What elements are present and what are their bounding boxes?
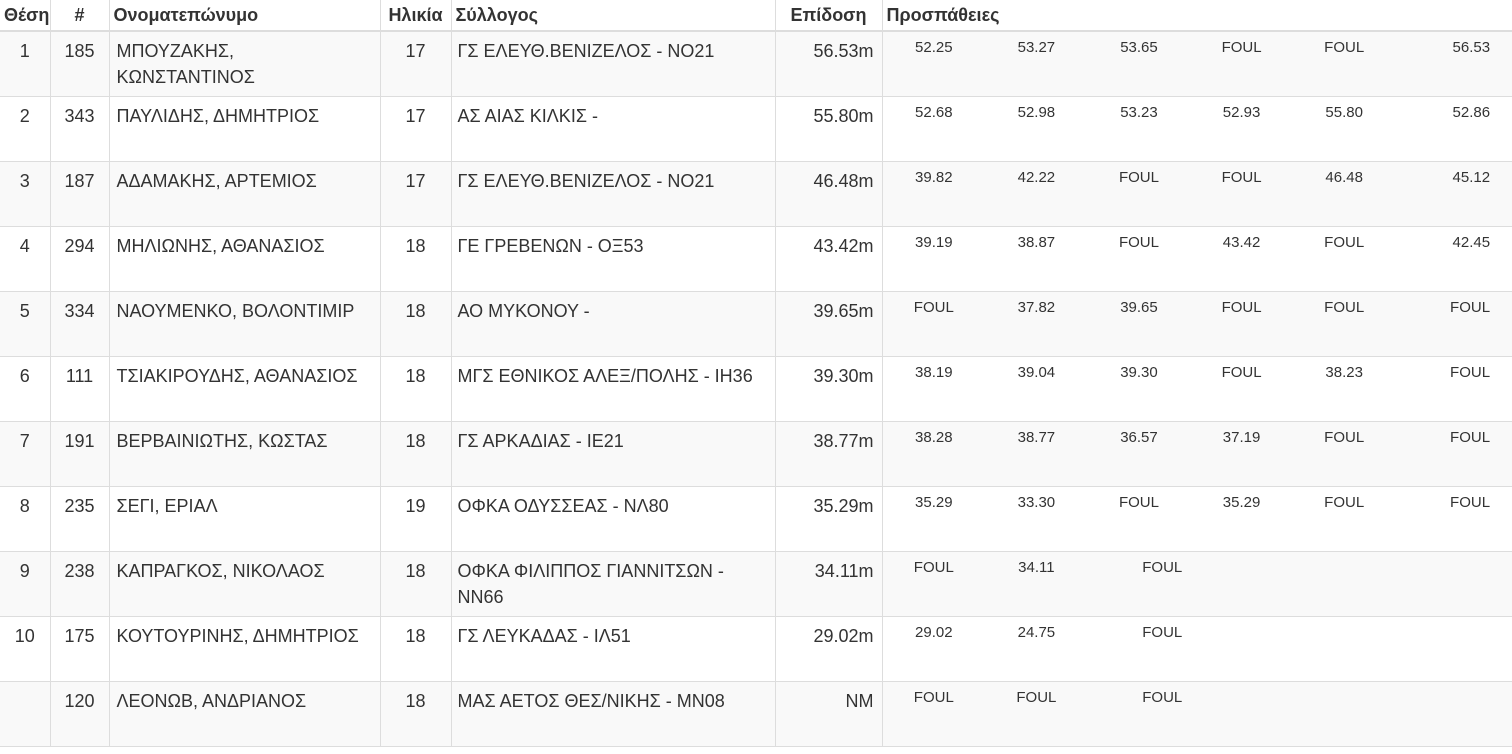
attempts-list xyxy=(883,559,1512,577)
club-cell: ΟΦΚΑ ΟΔΥΣΣΕΑΣ - ΝΛ80 xyxy=(451,486,775,551)
table-row[interactable] xyxy=(0,486,1512,551)
attempt-value: 38.19 xyxy=(915,363,953,381)
attempt-value: 42.45 xyxy=(1452,233,1491,251)
bib-cell: 185 xyxy=(50,31,109,96)
attempt-value: FOUL xyxy=(1118,493,1159,511)
club-cell: ΓΣ ΛΕΥΚΑΔΑΣ - ΙΛ51 xyxy=(451,616,775,681)
attempt-value: FOUL xyxy=(1221,168,1262,186)
table-row[interactable] xyxy=(0,226,1512,291)
attempt-value: FOUL xyxy=(1221,39,1262,56)
attempt-value: FOUL xyxy=(1118,168,1159,186)
attempt-value: FOUL xyxy=(1450,428,1491,446)
attempt-value: FOUL xyxy=(1450,298,1491,316)
mark-cell: 56.53m xyxy=(775,31,882,96)
rank-cell: 2 xyxy=(0,96,50,161)
mark-cell: 39.65m xyxy=(775,291,882,356)
header-club[interactable]: Σύλλογος xyxy=(451,0,775,31)
club-cell: ΜΓΣ ΕΘΝΙΚΟΣ ΑΛΕΞ/ΠΟΛΗΣ - ΙΗ36 xyxy=(451,356,775,421)
attempts-cell xyxy=(882,356,1512,421)
header-bib[interactable]: # xyxy=(50,0,109,31)
athlete-name-cell: ΛΕΟΝΩΒ, ΑΝΔΡΙΑΝΟΣ xyxy=(109,681,380,746)
attempt-value: 38.87 xyxy=(1017,233,1056,251)
attempt-value: 24.75 xyxy=(1017,623,1056,641)
attempt-value: 52.86 xyxy=(1452,103,1491,121)
club-cell: ΓΕ ΓΡΕΒΕΝΩΝ - ΟΞ53 xyxy=(451,226,775,291)
attempt-value: FOUL xyxy=(1450,493,1491,511)
club-cell: ΑΟ ΜΥΚΟΝΟΥ - xyxy=(451,291,775,356)
attempt-value: 38.23 xyxy=(1325,363,1363,381)
attempts-cell xyxy=(882,291,1512,356)
attempt-value: 53.65 xyxy=(1120,39,1158,56)
attempts-list xyxy=(883,299,1512,317)
attempt-value: 29.02 xyxy=(915,623,953,641)
attempt-value: 39.04 xyxy=(1017,363,1056,381)
bib-cell: 235 xyxy=(50,486,109,551)
attempt-value: FOUL xyxy=(1142,688,1183,706)
mark-cell: 46.48m xyxy=(775,161,882,226)
attempt-value: FOUL xyxy=(1016,688,1057,706)
table-row[interactable] xyxy=(0,356,1512,421)
rank-cell: 8 xyxy=(0,486,50,551)
attempt-value: FOUL xyxy=(1221,298,1262,316)
attempt-value: 35.29 xyxy=(1222,493,1261,511)
header-row xyxy=(0,0,1512,31)
attempt-value: 52.98 xyxy=(1017,103,1056,121)
athlete-name-cell: ΜΠΟΥΖΑΚΗΣ, ΚΩΝΣΤΑΝΤΙΝΟΣ xyxy=(109,31,380,96)
bib-cell: 111 xyxy=(50,356,109,421)
table-row[interactable] xyxy=(0,291,1512,356)
athlete-name-cell: ΝΑΟΥΜΕΝΚΟ, ΒΟΛΟΝΤΙΜΙΡ xyxy=(109,291,380,356)
attempt-value: 53.23 xyxy=(1120,103,1158,121)
rank-cell: 4 xyxy=(0,226,50,291)
attempts-list xyxy=(883,39,1512,57)
age-cell: 18 xyxy=(380,226,451,291)
attempt-value: FOUL xyxy=(1118,233,1159,251)
attempts-cell xyxy=(882,161,1512,226)
header-age[interactable]: Ηλικία xyxy=(380,0,451,31)
club-cell: ΑΣ ΑΙΑΣ ΚΙΛΚΙΣ - xyxy=(451,96,775,161)
club-cell: ΜΑΣ ΑΕΤΟΣ ΘΕΣ/ΝΙΚΗΣ - ΜΝ08 xyxy=(451,681,775,746)
mark-cell: 34.11m xyxy=(775,551,882,616)
bib-cell: 175 xyxy=(50,616,109,681)
bib-cell: 238 xyxy=(50,551,109,616)
attempts-list xyxy=(883,169,1512,187)
mark-cell: 38.77m xyxy=(775,421,882,486)
age-cell: 17 xyxy=(380,161,451,226)
attempt-value: 39.82 xyxy=(915,168,953,186)
rank-cell: 5 xyxy=(0,291,50,356)
attempts-list xyxy=(883,429,1512,447)
attempt-value: FOUL xyxy=(913,558,954,576)
header-name[interactable]: Ονοματεπώνυμο xyxy=(109,0,380,31)
club-cell: ΓΣ ΑΡΚΑΔΙΑΣ - ΙΕ21 xyxy=(451,421,775,486)
attempts-cell xyxy=(882,96,1512,161)
attempts-list xyxy=(883,234,1512,252)
attempt-value: FOUL xyxy=(1324,493,1365,511)
attempt-value: 52.68 xyxy=(915,103,953,121)
attempt-value: FOUL xyxy=(913,688,954,706)
attempt-value: FOUL xyxy=(1324,298,1365,316)
attempt-value: FOUL xyxy=(1450,363,1491,381)
attempt-value: 55.80 xyxy=(1325,103,1363,121)
rank-cell xyxy=(0,681,50,746)
club-cell: ΓΣ ΕΛΕΥΘ.ΒΕΝΙΖΕΛΟΣ - ΝΟ21 xyxy=(451,161,775,226)
attempt-value: FOUL xyxy=(1221,363,1262,381)
attempts-list xyxy=(883,104,1512,122)
attempts-cell xyxy=(882,616,1512,681)
header-mark[interactable]: Επίδοση xyxy=(775,0,882,31)
attempts-cell xyxy=(882,31,1512,96)
attempts-list xyxy=(883,364,1512,382)
mark-cell: 35.29m xyxy=(775,486,882,551)
mark-cell: 55.80m xyxy=(775,96,882,161)
rank-cell: 7 xyxy=(0,421,50,486)
attempts-cell xyxy=(882,486,1512,551)
attempt-value: 56.53 xyxy=(1452,39,1491,56)
attempt-value: 39.19 xyxy=(915,233,953,251)
athlete-name-cell: ΜΗΛΙΩΝΗΣ, ΑΘΑΝΑΣΙΟΣ xyxy=(109,226,380,291)
table-row[interactable] xyxy=(0,96,1512,161)
attempt-value: 52.93 xyxy=(1222,103,1261,121)
club-cell: ΟΦΚΑ ΦΙΛΙΠΠΟΣ ΓΙΑΝΝΙΤΣΩΝ - ΝΝ66 xyxy=(451,551,775,616)
rank-cell: 1 xyxy=(0,31,50,96)
attempt-value: 42.22 xyxy=(1017,168,1056,186)
mark-cell: 29.02m xyxy=(775,616,882,681)
age-cell: 18 xyxy=(380,356,451,421)
table-row[interactable] xyxy=(0,681,1512,746)
results-body xyxy=(0,31,1512,746)
attempt-value: 37.82 xyxy=(1017,298,1056,316)
rank-cell: 9 xyxy=(0,551,50,616)
attempt-value: 45.12 xyxy=(1452,168,1491,186)
athlete-name-cell: ΚΑΠΡΑΓΚΟΣ, ΝΙΚΟΛΑΟΣ xyxy=(109,551,380,616)
attempts-cell xyxy=(882,421,1512,486)
age-cell: 19 xyxy=(380,486,451,551)
attempt-value: 35.29 xyxy=(915,493,953,511)
table-row[interactable] xyxy=(0,31,1512,96)
attempt-value: FOUL xyxy=(1142,623,1183,641)
attempt-value: 36.57 xyxy=(1120,428,1158,446)
attempt-value: 46.48 xyxy=(1325,168,1363,186)
bib-cell: 334 xyxy=(50,291,109,356)
attempts-cell xyxy=(882,681,1512,746)
attempt-value: 52.25 xyxy=(915,39,953,56)
header-attempts: Προσπάθειες xyxy=(882,0,1512,31)
table-row[interactable] xyxy=(0,551,1512,616)
attempt-value: 39.65 xyxy=(1120,298,1158,316)
bib-cell: 294 xyxy=(50,226,109,291)
attempt-value: 33.30 xyxy=(1017,493,1056,511)
attempt-value: 38.28 xyxy=(915,428,953,446)
attempt-value: FOUL xyxy=(913,298,954,316)
header-rank[interactable]: Θέση xyxy=(0,0,50,31)
bib-cell: 187 xyxy=(50,161,109,226)
rank-cell: 6 xyxy=(0,356,50,421)
attempts-cell xyxy=(882,551,1512,616)
age-cell: 17 xyxy=(380,96,451,161)
bib-cell: 191 xyxy=(50,421,109,486)
attempt-value: 39.30 xyxy=(1120,363,1158,381)
attempt-value: FOUL xyxy=(1142,558,1183,576)
age-cell: 18 xyxy=(380,551,451,616)
mark-cell: 43.42m xyxy=(775,226,882,291)
athlete-name-cell: ΠΑΥΛΙΔΗΣ, ΔΗΜΗΤΡΙΟΣ xyxy=(109,96,380,161)
age-cell: 17 xyxy=(380,31,451,96)
bib-cell: 343 xyxy=(50,96,109,161)
table-row[interactable] xyxy=(0,161,1512,226)
athlete-name-cell: ΑΔΑΜΑΚΗΣ, ΑΡΤΕΜΙΟΣ xyxy=(109,161,380,226)
attempts-list xyxy=(883,494,1512,512)
age-cell: 18 xyxy=(380,681,451,746)
attempt-value: 37.19 xyxy=(1222,428,1261,446)
table-row[interactable] xyxy=(0,421,1512,486)
mark-cell: NM xyxy=(775,681,882,746)
attempt-value: FOUL xyxy=(1324,39,1365,56)
attempt-value: 43.42 xyxy=(1222,233,1261,251)
attempts-list xyxy=(883,624,1512,642)
table-row[interactable] xyxy=(0,616,1512,681)
attempt-value: FOUL xyxy=(1324,428,1365,446)
age-cell: 18 xyxy=(380,421,451,486)
rank-cell: 10 xyxy=(0,616,50,681)
athlete-name-cell: ΣΕΓΙ, ΕΡΙΑΛ xyxy=(109,486,380,551)
athlete-name-cell: ΒΕΡΒΑΙΝΙΩΤΗΣ, ΚΩΣΤΑΣ xyxy=(109,421,380,486)
age-cell: 18 xyxy=(380,616,451,681)
age-cell: 18 xyxy=(380,291,451,356)
athlete-name-cell: ΤΣΙΑΚΙΡΟΥΔΗΣ, ΑΘΑΝΑΣΙΟΣ xyxy=(109,356,380,421)
mark-cell: 39.30m xyxy=(775,356,882,421)
bib-cell: 120 xyxy=(50,681,109,746)
athlete-name-cell: ΚΟΥΤΟΥΡΙΝΗΣ, ΔΗΜΗΤΡΙΟΣ xyxy=(109,616,380,681)
attempts-cell xyxy=(882,226,1512,291)
attempt-value: 34.11 xyxy=(1018,558,1055,576)
club-cell: ΓΣ ΕΛΕΥΘ.ΒΕΝΙΖΕΛΟΣ - ΝΟ21 xyxy=(451,31,775,96)
attempt-value: FOUL xyxy=(1324,233,1365,251)
rank-cell: 3 xyxy=(0,161,50,226)
attempt-value: 53.27 xyxy=(1017,39,1056,56)
attempt-value: 38.77 xyxy=(1017,428,1056,446)
attempts-list xyxy=(883,689,1512,707)
